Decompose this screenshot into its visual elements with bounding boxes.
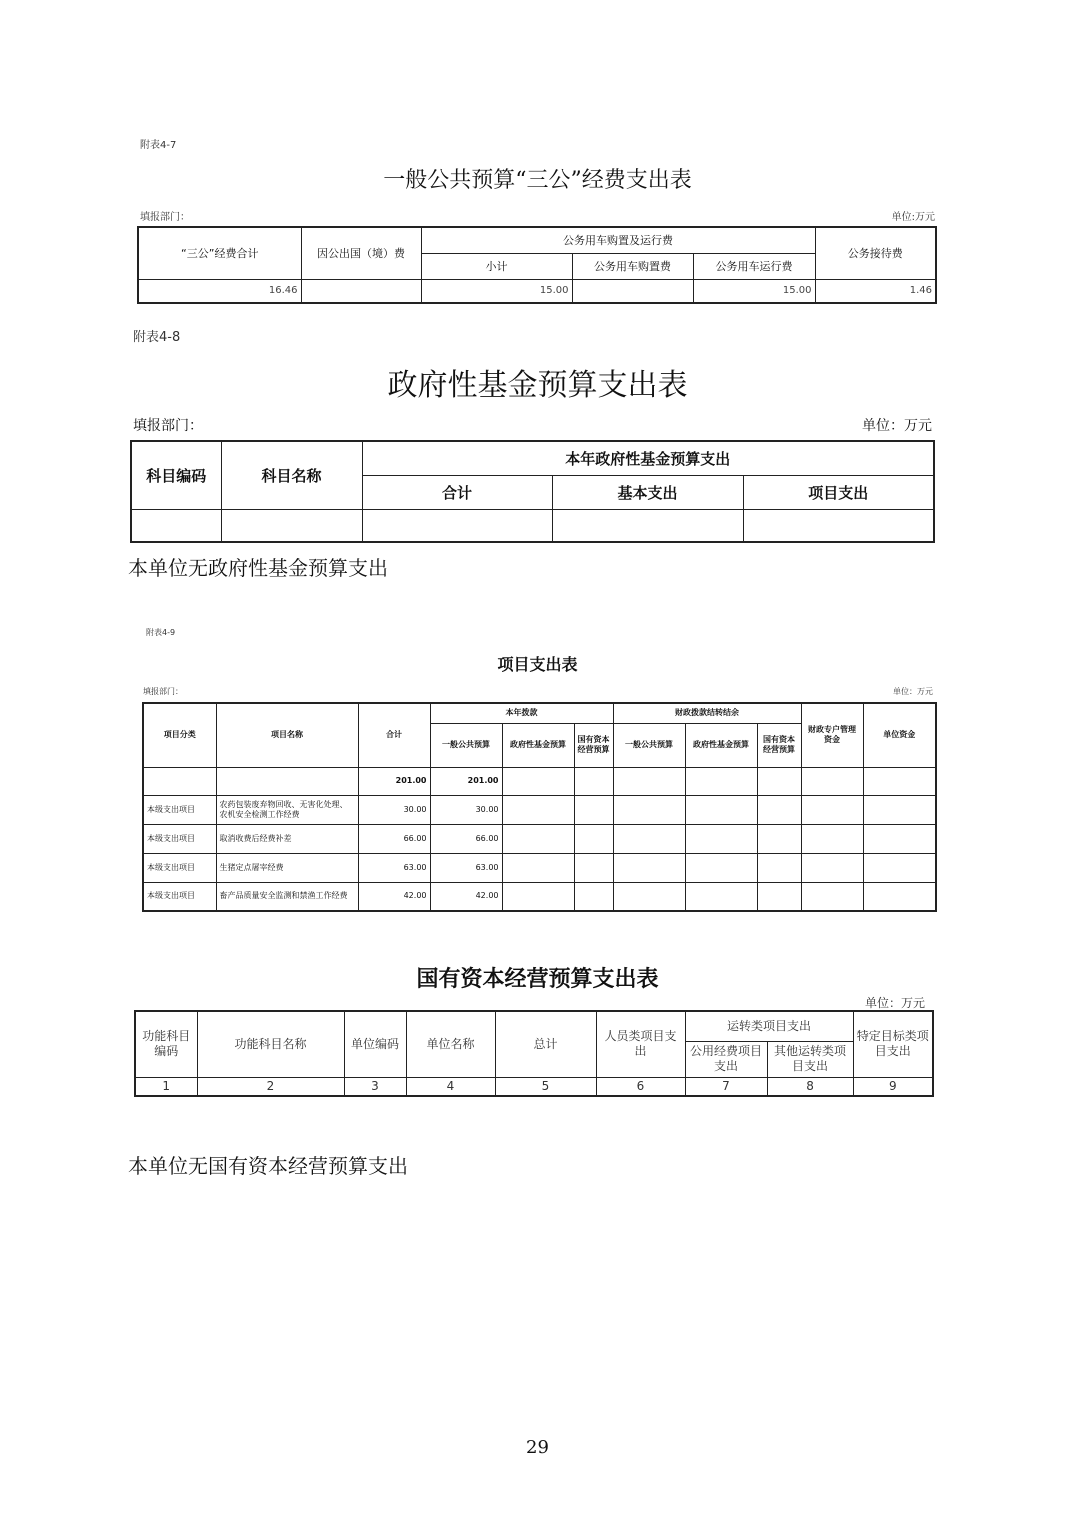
header-unit-code: 单位编码	[344, 1011, 406, 1077]
header-special-account: 财政专户管理资金	[801, 703, 863, 767]
table-tag-4-9: 附表4-9	[146, 628, 176, 637]
column-number: 8	[767, 1077, 853, 1096]
cell-car-operation: 15.00	[693, 279, 815, 303]
column-number: 2	[197, 1077, 344, 1096]
column-number: 3	[344, 1077, 406, 1096]
header-total: 合计	[362, 475, 552, 509]
three-public-expense-table	[137, 226, 937, 304]
header-total: 合计	[358, 703, 430, 767]
header-current-appropriation: 本年拨款	[430, 703, 613, 723]
unit-label-4-9: 单位：万元	[893, 687, 933, 696]
column-number: 6	[596, 1077, 685, 1096]
no-gov-fund-note: 本单位无政府性基金预算支出	[128, 556, 388, 580]
header-other-operation: 其他运转类项目支出	[767, 1041, 853, 1077]
cell-total: 30.00	[358, 795, 430, 824]
header-gov-fund-group: 本年政府性基金预算支出	[362, 441, 934, 475]
column-number: 7	[685, 1077, 767, 1096]
cell-project-name: 农药包装废弃物回收、无害化处理、农机安全检测工作经费	[216, 795, 358, 824]
unit-label-4-8: 单位：万元	[862, 418, 932, 434]
cell-category: 本级支出项目	[143, 795, 216, 824]
header-state-capital: 国有资本经营预算	[574, 723, 613, 767]
cell-car-subtotal: 15.00	[421, 279, 572, 303]
table-row	[131, 509, 934, 542]
table-title-state-capital: 国有资本经营预算支出表	[416, 967, 659, 992]
header-grand-total: 总计	[495, 1011, 596, 1077]
cell-general: 30.00	[430, 795, 502, 824]
cell-general: 63.00	[430, 853, 502, 882]
table-row	[143, 795, 936, 824]
cell-car-purchase	[572, 279, 693, 303]
header-reception-fee: 公务接待费	[815, 227, 936, 279]
cell-total: 42.00	[358, 882, 430, 911]
header-car-operation: 公务用车运行费	[693, 253, 815, 279]
table-tag-4-7: 附表4-7	[140, 140, 177, 151]
cell-category: 本级支出项目	[143, 882, 216, 911]
cell-project-name: 取消收费后经费补差	[216, 824, 358, 853]
table-row-sum	[143, 767, 936, 795]
table-row	[135, 1077, 933, 1096]
table-row	[138, 279, 936, 303]
cell-sum-general: 201.00	[430, 767, 502, 795]
unit-label-4-7: 单位:万元	[891, 212, 935, 223]
cell-reception: 1.46	[815, 279, 936, 303]
header-subject-name: 科目名称	[221, 441, 362, 509]
header-car-group: 公务用车购置及运行费	[421, 227, 815, 253]
cell-general: 42.00	[430, 882, 502, 911]
header-three-public-total: “三公”经费合计	[138, 227, 301, 279]
dept-label-4-8: 填报部门：	[133, 418, 203, 434]
page-number: 29	[526, 1437, 549, 1458]
unit-label-state-capital: 单位：万元	[864, 996, 925, 1010]
cell-general: 66.00	[430, 824, 502, 853]
no-state-capital-note: 本单位无国有资本经营预算支出	[128, 1154, 408, 1178]
header-general-budget-2: 一般公共预算	[613, 723, 685, 767]
cell-total: 63.00	[358, 853, 430, 882]
header-gov-fund-2: 政府性基金预算	[685, 723, 757, 767]
cell-sum-total: 201.00	[358, 767, 430, 795]
header-project: 项目支出	[743, 475, 934, 509]
table-title-4-7: 一般公共预算“三公”经费支出表	[383, 168, 692, 193]
header-carryover: 财政拨款结转结余	[613, 703, 801, 723]
gov-fund-expense-table	[130, 440, 935, 543]
header-basic: 基本支出	[552, 475, 743, 509]
header-gov-fund: 政府性基金预算	[502, 723, 574, 767]
header-abroad-fee: 因公出国（境）费	[301, 227, 421, 279]
cell-category: 本级支出项目	[143, 824, 216, 853]
header-project-name: 项目名称	[216, 703, 358, 767]
table-tag-4-8: 附表4-8	[133, 330, 181, 345]
column-number: 1	[135, 1077, 197, 1096]
header-subject-code: 科目编码	[131, 441, 221, 509]
header-function-name: 功能科目名称	[197, 1011, 344, 1077]
header-personnel: 人员类项目支出	[596, 1011, 685, 1077]
dept-label-4-7: 填报部门：	[140, 212, 190, 223]
header-state-capital-2: 国有资本经营预算	[757, 723, 801, 767]
table-title-4-9: 项目支出表	[497, 655, 578, 674]
header-unit-name: 单位名称	[406, 1011, 495, 1077]
state-capital-expense-table	[134, 1010, 934, 1097]
column-number: 4	[406, 1077, 495, 1096]
cell-total: 66.00	[358, 824, 430, 853]
header-category: 项目分类	[143, 703, 216, 767]
cell-project-name: 生猪定点屠宰经费	[216, 853, 358, 882]
table-row	[143, 853, 936, 882]
header-public-fee: 公用经费项目支出	[685, 1041, 767, 1077]
header-operation-group: 运转类项目支出	[685, 1011, 853, 1041]
cell-category: 本级支出项目	[143, 853, 216, 882]
dept-label-4-9: 填报部门：	[143, 687, 183, 696]
table-row	[143, 882, 936, 911]
header-specific-target: 特定目标类项目支出	[853, 1011, 933, 1077]
header-unit-funds: 单位资金	[863, 703, 936, 767]
table-title-4-8: 政府性基金预算支出表	[387, 368, 688, 403]
header-general-budget: 一般公共预算	[430, 723, 502, 767]
cell-total: 16.46	[138, 279, 301, 303]
header-car-subtotal: 小计	[421, 253, 572, 279]
header-car-purchase: 公务用车购置费	[572, 253, 693, 279]
cell-abroad	[301, 279, 421, 303]
table-row	[143, 824, 936, 853]
column-number: 9	[853, 1077, 933, 1096]
project-expense-table	[142, 702, 937, 912]
cell-project-name: 畜产品质量安全监测和禁渔工作经费	[216, 882, 358, 911]
header-function-code: 功能科目编码	[135, 1011, 197, 1077]
column-number: 5	[495, 1077, 596, 1096]
